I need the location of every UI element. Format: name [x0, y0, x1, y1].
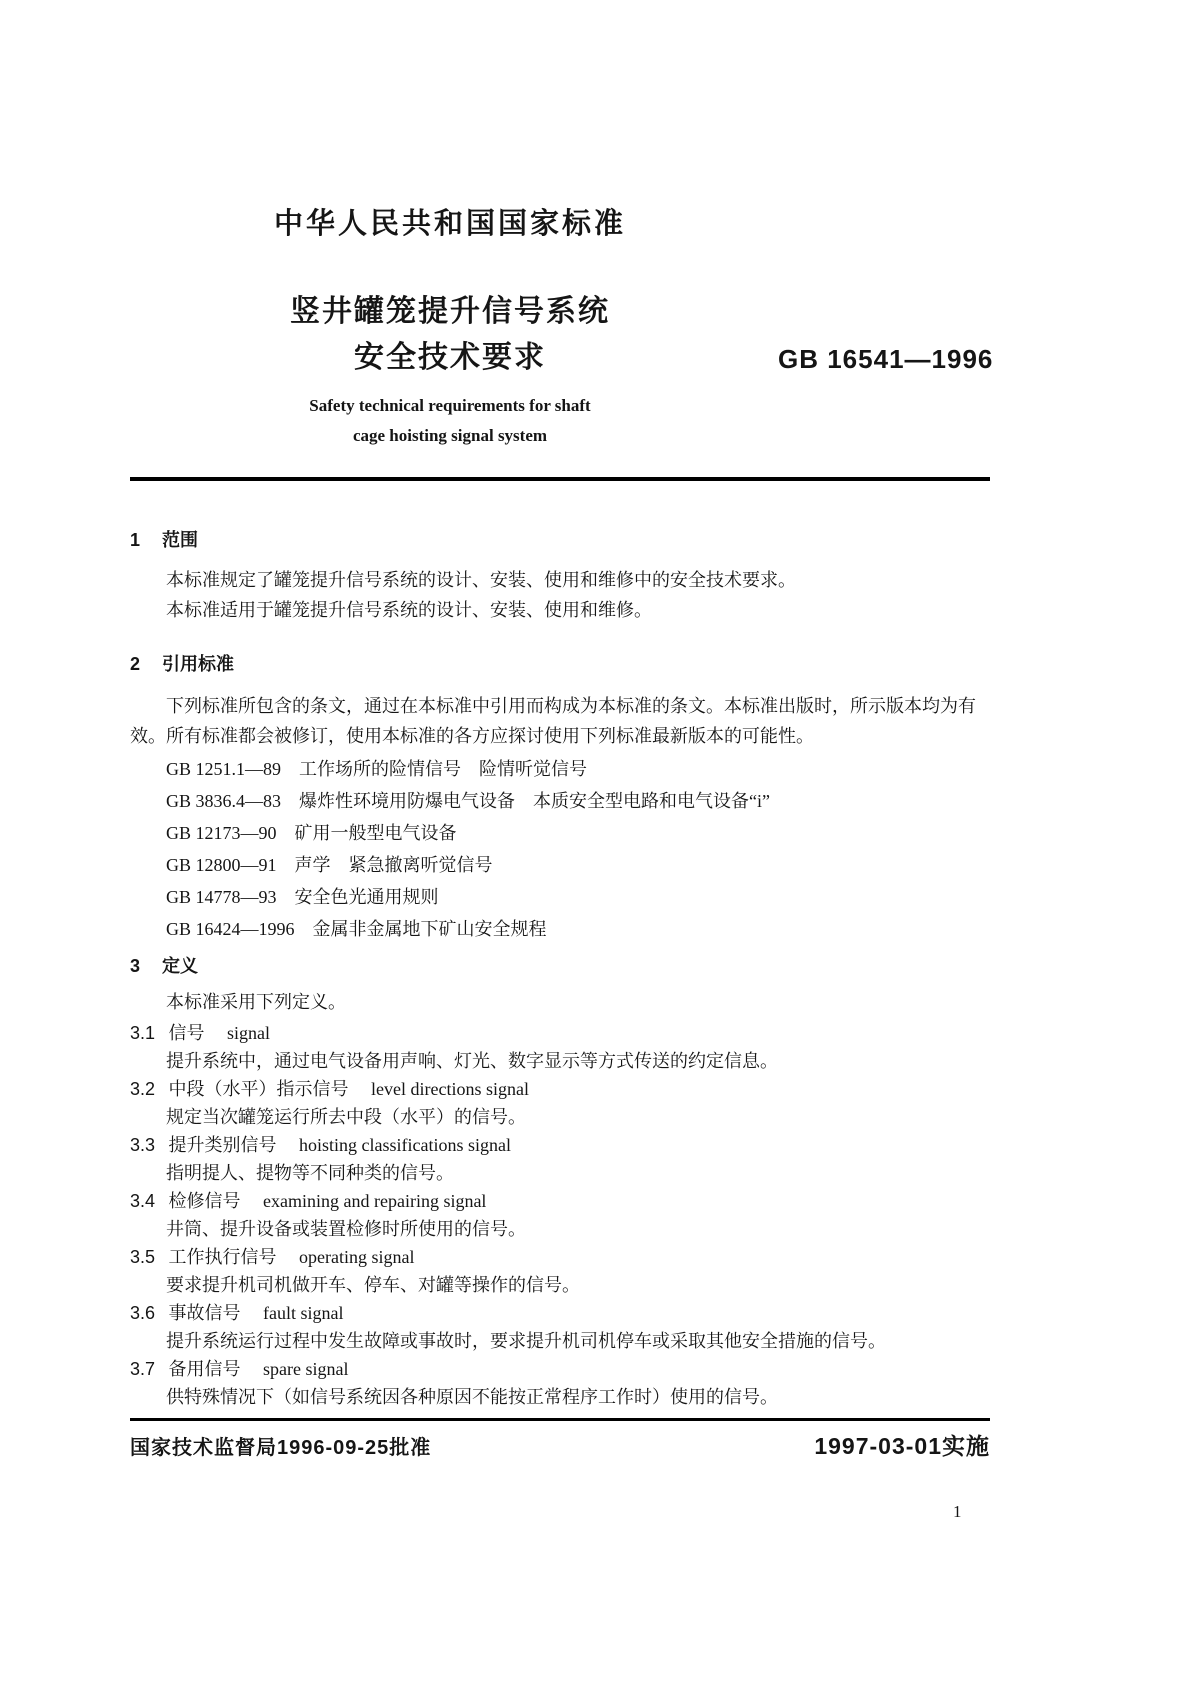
definition-term-english: operating signal [299, 1247, 415, 1267]
title-block [130, 289, 994, 381]
english-title-block [130, 391, 990, 451]
definition-heading [130, 1187, 990, 1215]
definition-heading [130, 1019, 990, 1047]
definition-term-english: signal [227, 1023, 270, 1043]
section-title: 引用标准 [162, 654, 235, 674]
definition-description: 提升系统中，通过电气设备用声响、灯光、数字显示等方式传送的约定信息。 [166, 1051, 778, 1071]
section-number: 1 [130, 530, 141, 550]
definition-heading [130, 1243, 990, 1271]
definition-term-english: examining and repairing signal [263, 1191, 487, 1211]
definition-term-english: hoisting classifications signal [299, 1135, 511, 1155]
definition-description: 要求提升机司机做开车、停车、对罐等操作的信号。 [166, 1275, 580, 1295]
paragraph: 本标准适用于罐笼提升信号系统的设计、安装、使用和维修。 [166, 600, 652, 620]
document-title-line1: 竖井罐笼提升信号系统 [290, 295, 610, 328]
definition-term: 检修信号 [168, 1191, 241, 1211]
approval-authority-date: 国家技术监督局1996-09-25批准 [130, 1437, 432, 1459]
definition-term: 工作执行信号 [168, 1247, 277, 1267]
reference-item: GB 16424—1996 金属非金属地下矿山安全规程 [166, 919, 547, 939]
definition-term-english: level directions signal [371, 1079, 529, 1099]
paragraph: 本标准采用下列定义。 [166, 992, 346, 1012]
standard-class-title: 中华人民共和国国家标准 [273, 208, 626, 240]
footer-row [130, 1428, 990, 1461]
definition-number: 3.6 [130, 1303, 156, 1323]
definition-description: 井筒、提升设备或装置检修时所使用的信号。 [166, 1219, 526, 1239]
standard-number: GB 16541—1996 [778, 344, 994, 374]
footer-rule [130, 1418, 990, 1421]
definition-heading [130, 1131, 990, 1159]
section-number: 3 [130, 956, 141, 976]
definition-description: 规定当次罐笼运行所去中段（水平）的信号。 [166, 1107, 526, 1127]
reference-item: GB 3836.4—83 爆炸性环境用防爆电气设备 本质安全型电路和电气设备“i” [166, 791, 770, 811]
document-body [130, 525, 990, 1411]
definition-term: 提升类别信号 [168, 1135, 277, 1155]
section-heading-scope [130, 525, 990, 555]
definition-term-english: fault signal [263, 1303, 344, 1323]
header-rule [130, 477, 990, 481]
definition-heading [130, 1355, 990, 1383]
definition-description: 供特殊情况下（如信号系统因各种原因不能按正常程序工作时）使用的信号。 [166, 1387, 778, 1407]
definition-number: 3.5 [130, 1247, 156, 1267]
document-title-line2: 安全技术要求 [354, 341, 546, 374]
definition-term: 备用信号 [168, 1359, 241, 1379]
section-heading-definitions [130, 951, 990, 981]
reference-item: GB 1251.1—89 工作场所的险情信号 险情听觉信号 [166, 759, 588, 779]
english-title-line1: Safety technical requirements for shaft [309, 396, 591, 415]
definition-heading [130, 1075, 990, 1103]
page-content [130, 0, 994, 1411]
section-heading-references [130, 649, 990, 679]
definition-number: 3.7 [130, 1359, 156, 1379]
section-title: 范围 [162, 530, 199, 550]
definition-number: 3.2 [130, 1079, 156, 1099]
definition-term: 信号 [168, 1023, 205, 1043]
paragraph: 下列标准所包含的条文，通过在本标准中引用而构成为本标准的条文。本标准出版时，所示版本均为有效。所有标准都会被修订，使用本标准的各方应探讨使用下列标准最新版本的可能性。 [130, 696, 976, 746]
reference-item: GB 14778—93 安全色光通用规则 [166, 887, 439, 907]
section-number: 2 [130, 654, 141, 674]
definition-term-english: spare signal [263, 1359, 349, 1379]
definition-term: 中段（水平）指示信号 [168, 1079, 349, 1099]
definition-list [130, 1019, 990, 1411]
reference-item: GB 12800—91 声学 紧急撤离听觉信号 [166, 855, 493, 875]
implementation-date: 1997-03-01实施 [814, 1433, 990, 1459]
definition-heading [130, 1299, 990, 1327]
definition-description: 指明提人、提物等不同种类的信号。 [166, 1163, 454, 1183]
definition-number: 3.4 [130, 1191, 156, 1211]
definition-description: 提升系统运行过程中发生故障或事故时，要求提升机司机停车或采取其他安全措施的信号。 [166, 1331, 886, 1351]
definition-number: 3.3 [130, 1135, 156, 1155]
page-number: 1 [953, 1502, 962, 1521]
english-title-line2: cage hoisting signal system [352, 426, 548, 445]
definition-number: 3.1 [130, 1023, 156, 1043]
section-title: 定义 [162, 956, 199, 976]
paragraph: 本标准规定了罐笼提升信号系统的设计、安装、使用和维修中的安全技术要求。 [166, 570, 796, 590]
definition-term: 事故信号 [168, 1303, 241, 1323]
reference-list [130, 753, 990, 945]
reference-item: GB 12173—90 矿用一般型电气设备 [166, 823, 457, 843]
